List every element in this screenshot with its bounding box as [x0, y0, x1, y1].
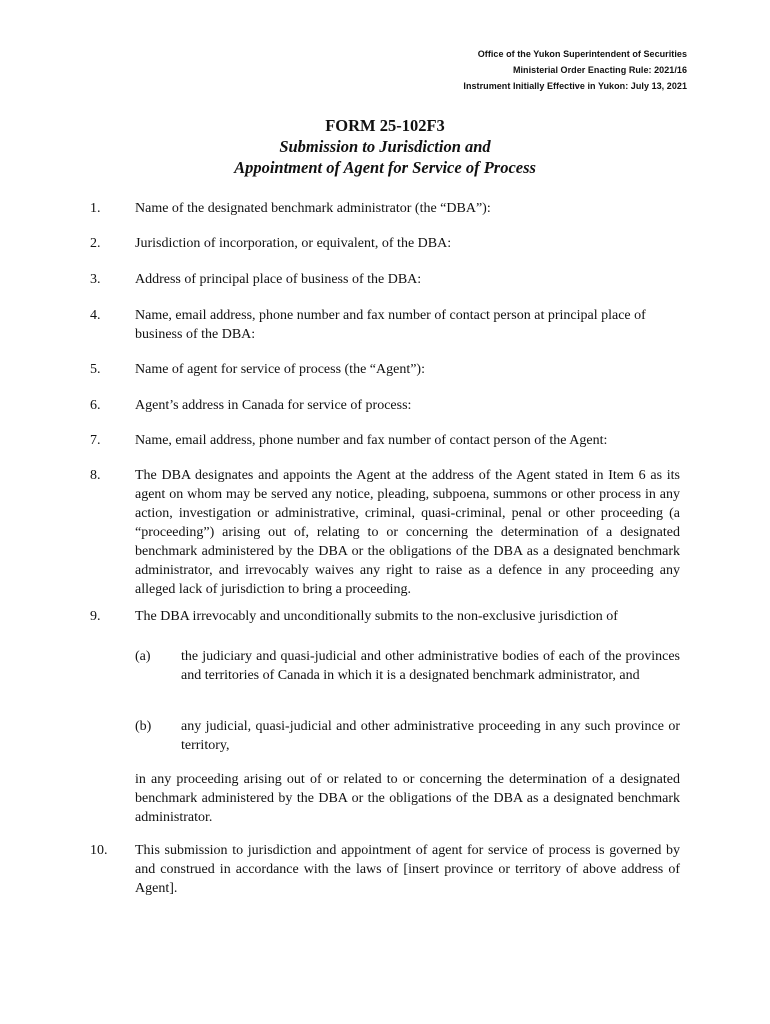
- item-number: 9.: [90, 609, 101, 624]
- item-text: Name of the designated benchmark administrator (the “DBA”):: [135, 201, 491, 216]
- form-subtitle-line2: Appointment of Agent for Service of Process: [234, 158, 536, 177]
- item-text: Address of principal place of business of the DBA:: [135, 272, 422, 287]
- item-number: 3.: [90, 272, 101, 287]
- item-number: 2.: [90, 236, 101, 251]
- document-header: [267, 46, 687, 94]
- item-text: This submission to jurisdiction and appointment of agent for service of process is governed by and construed in accordance with the laws of [insert province or territory of above address of Agent].: [135, 843, 680, 896]
- item-text: Jurisdiction of incorporation, or equivalent, of the DBA:: [135, 236, 452, 251]
- item-text: Name, email address, phone number and fax number of contact person of the Agent:: [135, 433, 608, 448]
- form-number: FORM 25-102F3: [325, 116, 445, 135]
- item-text: Name of agent for service of process (the “Agent”):: [135, 362, 425, 377]
- item-text: Agent’s address in Canada for service of process:: [135, 398, 412, 413]
- sub-item-text: the judiciary and quasi-judicial and other administrative bodies of each of the provinces and territories of Canada in which it is a designated benchmark administrator, and: [181, 649, 680, 683]
- item-text: The DBA irrevocably and unconditionally submits to the non-exclusive jurisdiction of: [135, 609, 618, 624]
- item-text: Name, email address, phone number and fax number of contact person at principal place of business of the DBA:: [135, 308, 646, 342]
- header-ministerial-order-line: Ministerial Order Enacting Rule: 2021/16: [512, 65, 687, 75]
- item-text: The DBA designates and appoints the Agent at the address of the Agent stated in Item 6 as its agent on whom may be served any notice, pleading, subpoena, summons or other process in any action, investigation or administrative, criminal, quasi-criminal, penal or other proceeding (a “proceeding”) arising out of, relating to or concerning the determination of a designated benchmark administered by the DBA or the obligations of the DBA as a designated benchmark administrator, and irrevocably waives any right to raise as a defence in any proceeding any alleged lack of jurisdiction to bring a proceeding.: [135, 468, 680, 597]
- header-office-line: Office of the Yukon Superintendent of Securities: [477, 49, 687, 59]
- item-number: 5.: [90, 362, 101, 377]
- item-number: 7.: [90, 433, 101, 448]
- form-subtitle-line1: Submission to Jurisdiction and: [279, 137, 491, 156]
- form-title: [0, 115, 770, 178]
- sub-item-number: (b): [135, 719, 152, 734]
- item-number: 8.: [90, 468, 101, 483]
- item-number: 6.: [90, 398, 101, 413]
- item-9-tail-text: in any proceeding arising out of or related to or concerning the determination of a designated benchmark administered by the DBA or the obligations of the DBA as a designated benchmark administrator.: [135, 772, 680, 825]
- header-effective-date-line: Instrument Initially Effective in Yukon: July 13, 2021: [463, 81, 687, 91]
- item-number: 4.: [90, 308, 101, 323]
- sub-item-text: any judicial, quasi-judicial and other administrative proceeding in any such province or territory,: [181, 719, 680, 753]
- item-number: 10.: [90, 843, 108, 858]
- item-number: 1.: [90, 201, 101, 216]
- sub-item-number: (a): [135, 649, 151, 664]
